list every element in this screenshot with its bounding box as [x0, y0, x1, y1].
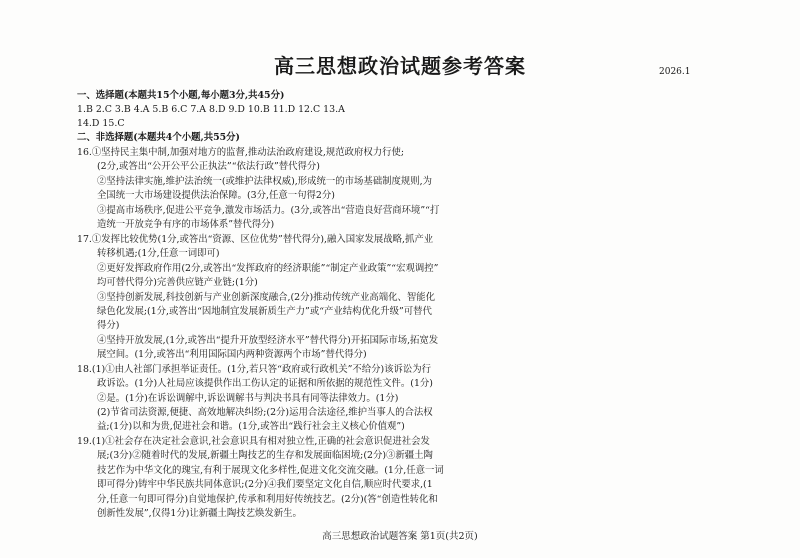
section-heading-nonchoice: 二、非选择题(本题共4个小题,共55分) — [77, 132, 240, 143]
answer-line: 全国统一大市场建设提供法治保障。(3分,任意一句得2分) — [97, 190, 335, 201]
answer-line: ④坚持开放发展,(1分,或答出“提升开放型经济水平”替代得分)开拓国际市场,拓宽发 — [97, 335, 439, 346]
section-heading-choice: 一、选择题(本题共15个小题,每小题3分,共45分) — [77, 90, 285, 101]
answer-line: 19.(1)①社会存在决定社会意识,社会意识具有相对独立性,正确的社会意识促进社会发 — [77, 436, 430, 447]
answer-line: ③坚持创新发展,科技创新与产业创新深度融合,(2分)推动传统产业高端化、智能化 — [97, 292, 435, 303]
answer-line: 均可替代得分)完善供应链产业链;(1分) — [97, 277, 258, 288]
answer-line: ③提高市场秩序,促进公平竞争,激发市场活力。(3分,或答出“营造良好营商环境”“打 — [97, 205, 440, 216]
answer-line: 政诉讼。(1分)人社局应该提供作出工伤认定的证据和所依据的规范性文件。(1分) — [97, 378, 433, 389]
answer-line: 展空间。(1分,或答出“利用国际国内两种资源两个市场”替代得分) — [97, 349, 367, 360]
answer-line: (2)节省司法资源,便捷、高效地解决纠纷;(2分)运用合法途径,维护当事人的合法权 — [97, 407, 433, 418]
answer-line: 得分) — [97, 320, 120, 331]
answer-line: 绿色化发展;(1分,或答出“因地制宜发展新质生产力”或“产业结构优化升级”可替代 — [97, 306, 432, 317]
answer-line: ②更好发挥政府作用(2分,或答出“发挥政府的经济职能”“制定产业政策”“宏观调控” — [97, 263, 439, 274]
answer-row: 14.D 15.C — [77, 118, 125, 129]
answer-line: ②坚持法律实施,维护法治统一(或维护法律权威),形成统一的市场基础制度规则,为 — [97, 176, 433, 187]
answer-line: 益;(1分)以和为贵,促进社会和谐。(1分,或答出“践行社会主义核心价值观”) — [97, 421, 405, 432]
answer-line: 造统一开放竞争有序的市场体系”替代得分) — [97, 219, 275, 230]
answer-line: 即可得分)铸牢中华民族共同体意识;(2分)④我们要坚定文化自信,顺应时代要求,(1 — [97, 479, 433, 490]
answer-line: 技艺作为中华文化的瑰宝,有利于展现文化多样性,促进文化交流交融。(1分,任意一词 — [97, 465, 444, 476]
page-title: 高三思想政治试题参考答案 — [274, 54, 526, 78]
answer-line: 创新性发展”,仅得1分)让新疆土陶技艺焕发新生。 — [97, 508, 302, 519]
exam-date: 2026.1 — [659, 67, 691, 77]
answer-line: 16.①坚持民主集中制,加强对地方的监督,推动法治政府建设,规范政府权力行使; — [77, 147, 405, 158]
answer-line: 转移机遇;(1分,任意一词即可) — [97, 248, 220, 259]
answer-line: (2分,或答出“公开公平公正执法”“依法行政”替代得分) — [97, 161, 320, 172]
answer-line: 18.(1)①由人社部门承担举证责任。(1分,若只答“政府或行政机关”不给分)该诉讼为行 — [77, 364, 432, 375]
answer-row: 1.B 2.C 3.B 4.A 5.B 6.C 7.A 8.D 9.D 10.B 11.D 12.C 13.A — [77, 104, 345, 115]
answer-line: 分,任意一句即可得分)自觉地保护,传承和利用好传统技艺。(2分)(答“创造性转化和 — [97, 494, 438, 505]
answer-line: ②是。(1分)在诉讼调解中,诉讼调解书与判决书具有同等法律效力。(1分) — [97, 393, 399, 404]
answer-line: 展;(3分)②随着时代的发展,新疆土陶技艺的生存和发展面临困境;(2分)③新疆土陶 — [97, 450, 433, 461]
page-footer: 高三思想政治试题答案 第1页(共2页) — [322, 531, 478, 542]
answer-line: 17.①发挥比较优势(1分,或答出“资源、区位优势”替代得分),融入国家发展战略,抓产业 — [77, 234, 434, 245]
